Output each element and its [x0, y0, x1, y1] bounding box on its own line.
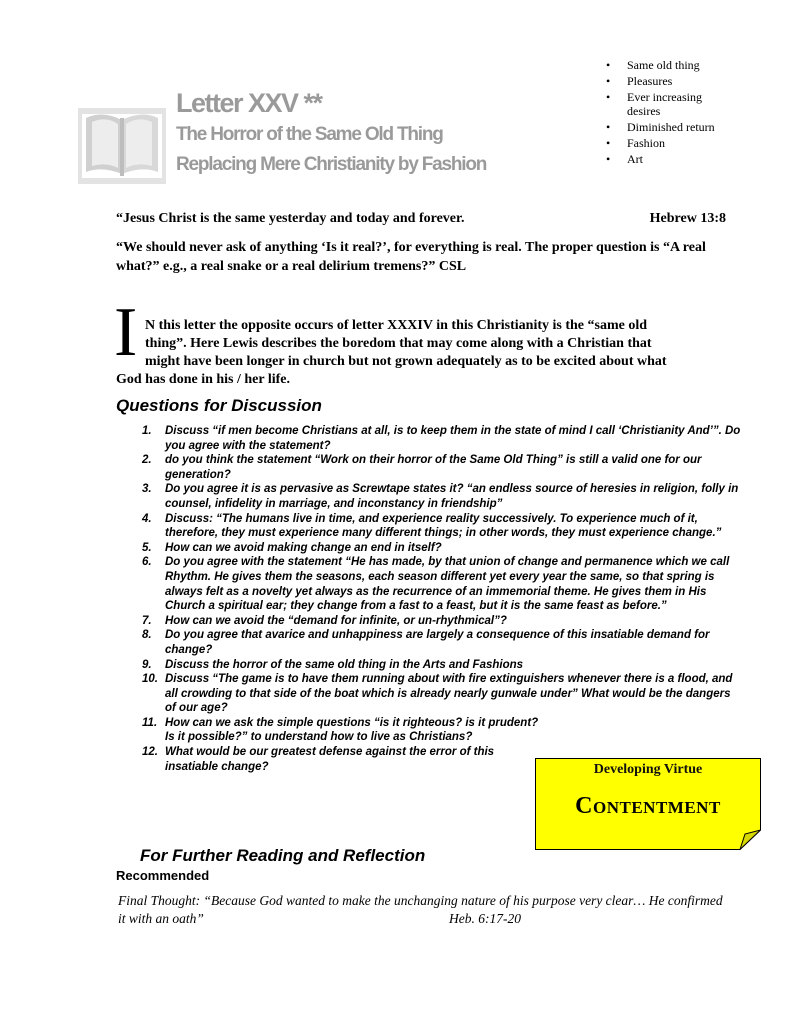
intro-line: might have been longer in church but not grown adequately as to be excited about what — [145, 354, 667, 369]
question-item — [142, 628, 742, 657]
question-number: 4. — [142, 512, 152, 525]
question-text: Do you agree it is as pervasive as Screwtape states it? “an endless source of heresies in religion, folly in counsel, infidelity in marriage, and inconstancy in friendship” — [165, 483, 739, 510]
intro-line: God has done in his / her life. — [116, 372, 291, 387]
question-item — [142, 658, 742, 673]
question-text: do you think the statement “Work on their horror of the Same Old Thing” is still a valid one for our generation? — [165, 454, 702, 481]
question-number: 12. — [142, 746, 158, 759]
lewis-quote: “We should never ask of anything ‘Is it real?’, for everything is real. The proper question is “A real what?” e.g., a real snake or a real delirium tremens?” CSL — [116, 240, 706, 274]
scripture-quote-text: “Jesus Christ is the same yesterday and today and forever. — [116, 211, 465, 226]
question-item — [142, 424, 742, 453]
question-item — [142, 482, 742, 511]
question-text: Do you agree with the statement “He has made, by that union of change and permanence which we call Rhythm. He gives them the seasons, each season different yet every year the same, so that spring is always felt as a novelty yet always as the recurrence of an immemorial theme. He gives them in His Church a spiritual ear; they change from a fast to a feast, but it is the same feast as before.” — [165, 556, 730, 613]
final-thought-text: Final Thought: “Because God wanted to make the unchanging nature of his purpose very clear… He confirmed it with an oath” — [118, 893, 723, 926]
question-number: 10. — [142, 673, 158, 686]
question-number: 3. — [142, 483, 152, 496]
drop-cap: I — [114, 294, 138, 371]
question-item — [142, 555, 742, 613]
question-item — [142, 672, 742, 716]
intro-paragraph — [116, 317, 731, 389]
question-item — [142, 541, 742, 556]
question-number: 9. — [142, 658, 152, 671]
question-item — [142, 614, 742, 629]
question-text: Do you agree that avarice and unhappiness are largely a consequence of this insatiable demand for change? — [165, 629, 710, 656]
question-text: Discuss: “The humans live in time, and experience reality successively. To experience much of it, therefore, they must experience many different things; in other words, they must experience change.” — [165, 512, 722, 540]
question-number: 11. — [142, 716, 158, 729]
question-number: 1. — [142, 425, 152, 437]
question-number: 6. — [142, 556, 152, 569]
topic-item: • Pleasures — [606, 74, 756, 88]
question-text: How can we avoid the “demand for infinite, or un-rhythmical”? — [165, 614, 507, 627]
page-subtitle-1: The Horror of the Same Old Thing — [176, 124, 443, 145]
topic-item: • Diminished return — [606, 120, 756, 134]
question-text: Discuss “if men become Christians at all, is to keep them in the state of mind I call ‘Christianity And’”. Do you agree with the statement? — [165, 425, 741, 452]
question-item — [142, 512, 742, 541]
questions-list — [142, 424, 742, 774]
book-icon — [78, 100, 170, 184]
intro-line: thing”. Here Lewis describes the boredom that may come along with a Christian that — [145, 336, 652, 351]
question-item — [142, 745, 545, 774]
question-text: How can we avoid making change an end in itself? — [165, 541, 442, 554]
topic-item: • Fashion — [606, 136, 756, 150]
question-text: How can we ask the simple questions “is it righteous? is it prudent? Is it possible?” to understand how to live as Christians? — [165, 716, 539, 744]
scripture-quote — [116, 210, 726, 228]
question-number: 8. — [142, 629, 152, 642]
virtue-word: Contentment — [575, 793, 721, 819]
topic-item: • Art — [606, 152, 756, 166]
topic-item: • Same old thing — [606, 58, 756, 72]
final-thought — [118, 892, 728, 928]
virtue-label: Developing Virtue — [593, 762, 703, 777]
final-thought-ref: Heb. 6:17-20 — [449, 911, 521, 926]
question-item — [142, 453, 742, 482]
question-text: Discuss “The game is to have them running about with fire extinguishers whenever there is a flood, and all crowding to that side of the boat which is already nearly gunwale under” What would be the dangers of our age? — [165, 673, 733, 715]
question-text: What would be our greatest defense against the error of this insatiable change? — [165, 746, 495, 773]
question-item — [142, 716, 545, 745]
questions-heading: Questions for Discussion — [116, 396, 322, 415]
question-number: 5. — [142, 541, 152, 554]
question-number: 2. — [142, 454, 152, 467]
page-title: Letter XXV ** — [176, 88, 322, 118]
topics-list — [606, 58, 756, 168]
scripture-quote-ref: Hebrew 13:8 — [649, 211, 726, 226]
reading-heading: For Further Reading and Reflection — [140, 846, 426, 865]
page-subtitle-2: Replacing Mere Christianity by Fashion — [176, 154, 487, 175]
title-block — [176, 86, 576, 180]
recommended-label: Recommended — [116, 868, 210, 883]
question-text: Discuss the horror of the same old thing in the Arts and Fashions — [165, 658, 524, 671]
intro-line: N this letter the opposite occurs of letter XXXIV in this Christianity is the “same old — [145, 318, 648, 333]
question-number: 7. — [142, 614, 152, 627]
topic-item: • Ever increasing desires — [606, 90, 722, 118]
